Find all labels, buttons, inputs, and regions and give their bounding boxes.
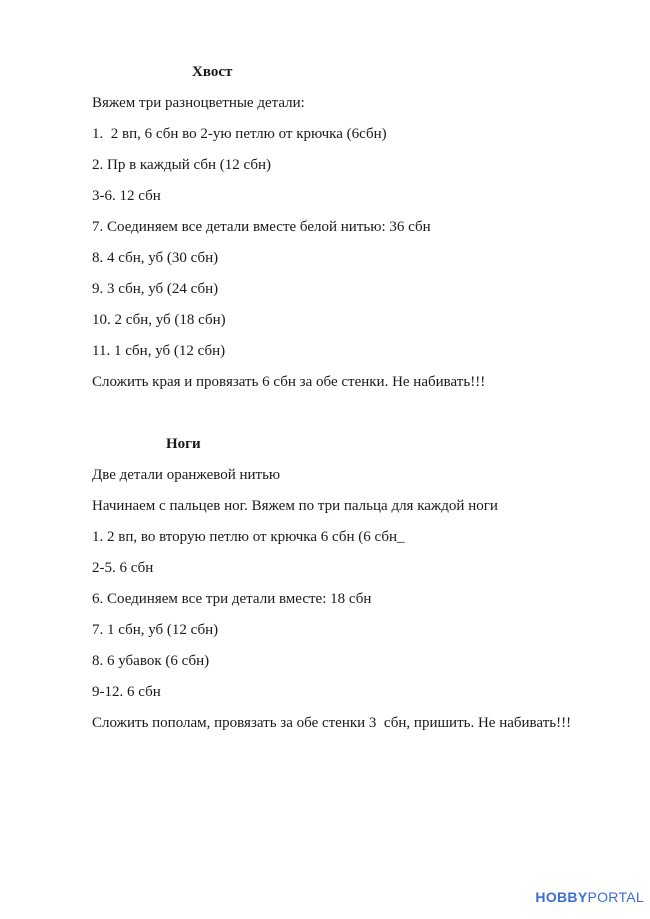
- tail-line-10: Сложить края и провязать 6 сбн за обе стенки. Не набивать!!!: [92, 374, 486, 390]
- tail-line-1: Вяжем три разноцветные детали:: [92, 95, 305, 111]
- tail-line-8: 10. 2 сбн, уб (18 сбн): [92, 312, 226, 328]
- tail-line-6: 8. 4 сбн, уб (30 сбн): [92, 250, 219, 266]
- tail-heading: Хвост: [192, 64, 233, 80]
- legs-line-1: Две детали оранжевой нитью: [92, 467, 281, 483]
- legs-line-2: Начинаем с пальцев ног. Вяжем по три пальца для каждой ноги: [92, 498, 498, 514]
- watermark-bold: HOBBY: [535, 889, 588, 905]
- legs-line-9: Сложить пополам, провязать за обе стенки 3 сбн, пришить. Не набивать!!!: [92, 715, 572, 731]
- legs-line-6: 7. 1 сбн, уб (12 сбн): [92, 622, 219, 638]
- legs-line-7: 8. 6 убавок (6 сбн): [92, 653, 210, 669]
- tail-line-9: 11. 1 сбн, уб (12 сбн): [92, 343, 226, 359]
- watermark-normal: PORTAL: [587, 889, 644, 905]
- tail-line-7: 9. 3 сбн, уб (24 сбн): [92, 281, 219, 297]
- tail-line-3: 2. Пр в каждый сбн (12 сбн): [92, 157, 271, 173]
- hobbyportal-watermark: [535, 889, 644, 905]
- tail-line-4: 3-6. 12 сбн: [92, 188, 161, 204]
- tail-line-5: 7. Соединяем все детали вместе белой нитью: 36 сбн: [92, 219, 431, 235]
- legs-line-5: 6. Соединяем все три детали вместе: 18 сбн: [92, 591, 372, 607]
- legs-line-8: 9-12. 6 сбн: [92, 684, 161, 700]
- tail-line-2: 1. 2 вп, 6 сбн во 2-ую петлю от крючка (6сбн): [92, 126, 387, 142]
- legs-heading: Ноги: [166, 436, 201, 452]
- legs-line-4: 2-5. 6 сбн: [92, 560, 154, 576]
- legs-line-3: 1. 2 вп, во вторую петлю от крючка 6 сбн (6 сбн_: [92, 529, 405, 545]
